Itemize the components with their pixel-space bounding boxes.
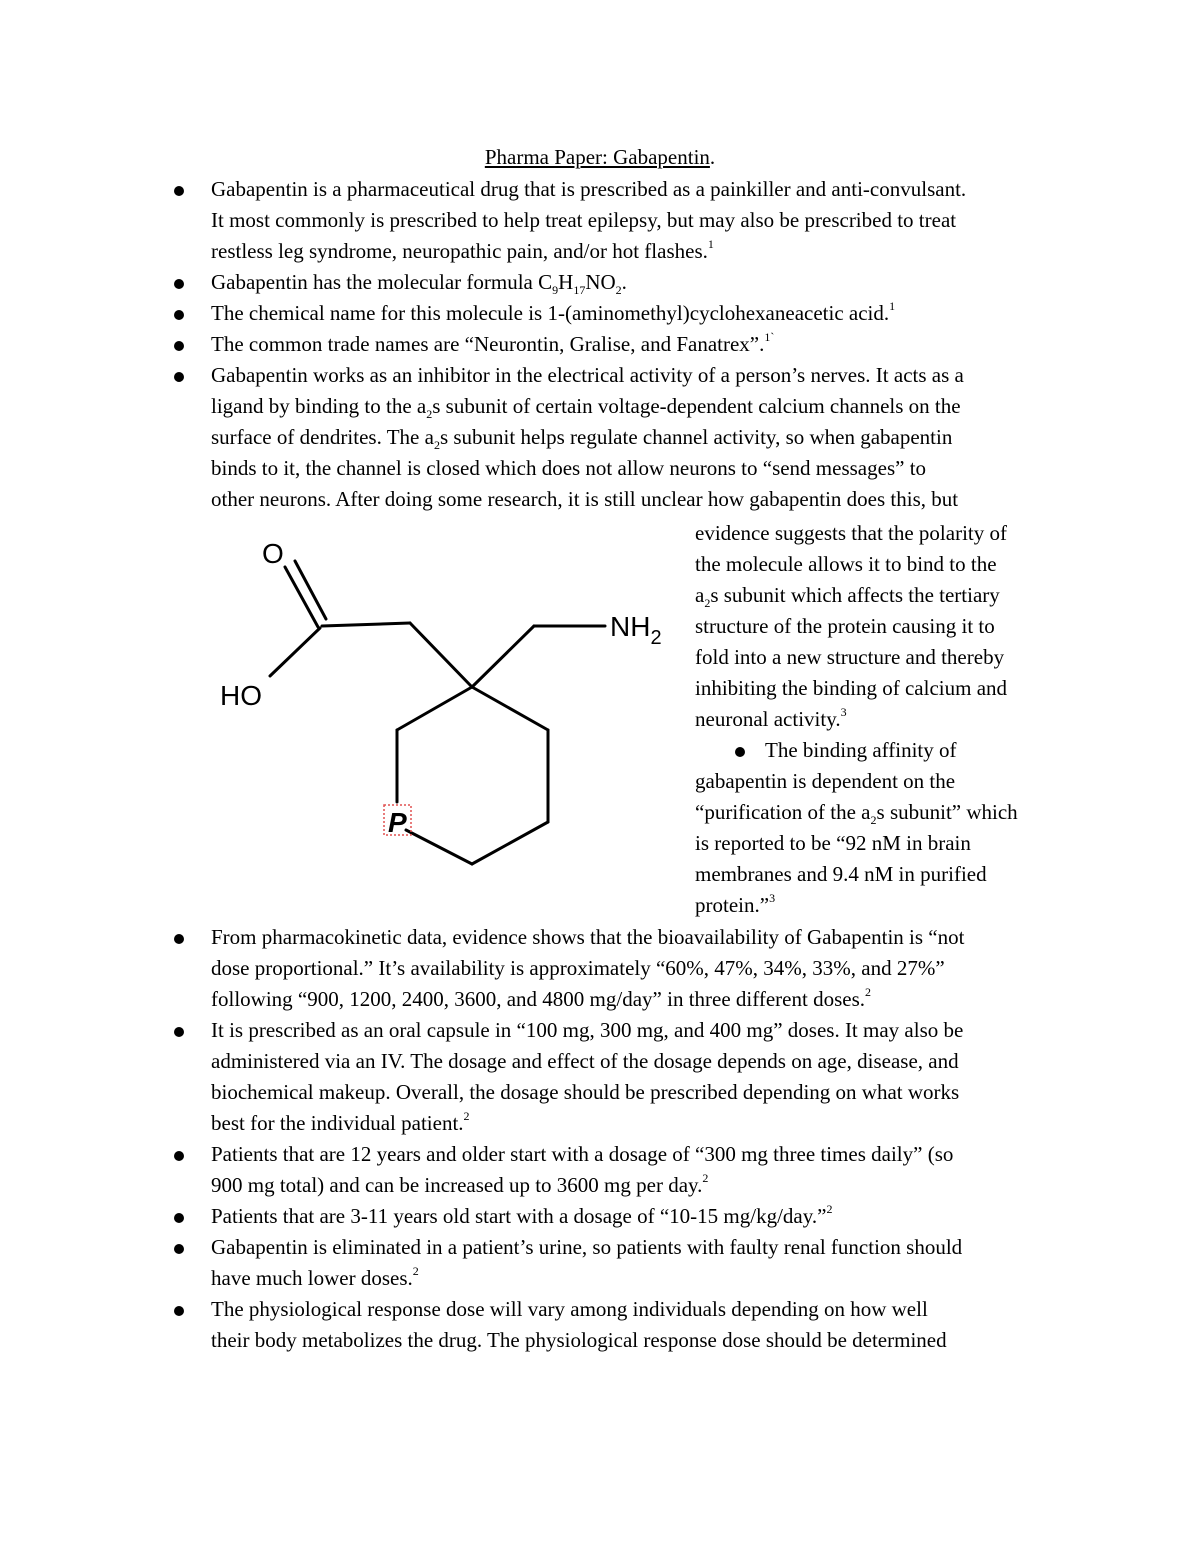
- page-title: Pharma Paper: Gabapentin.: [484, 145, 716, 169]
- bullet-dot: [174, 279, 184, 289]
- sub-bullet-dot: [735, 747, 745, 757]
- document-page: Pharma Paper: Gabapentin. Gabapentin is a pharmaceutical drug that is prescribed as a painkiller and anti-convulsant. It most commonly is prescribed to help treat epilepsy, but may also be prescribed to treat restless leg syndrome, neuropathic pain, and/or hot flashes.$^1$ Gabapentin has the molecular formula $C_9H_{17}NO_2$. The chemical name for this molecule is 1-(aminomethyl)cyclohexaneacetic acid.$^1$ The common trade names are “Neurontin, Gralise, and Fanatrex”.$^{1`}$ Gabapentin works as an inhibitor in the electrical activity of a person’s nerves. It acts as a ligand by binding to the $a_2s$ subunit of certain voltage-dependent calcium channels on the surface of dendrites. The $a_2s$ subunit helps regulate channel activity, so when gabapentin binds to it, the channel is closed which does not allow neurons to “send messages” to other neurons. After doing some research, it is still unclear how gabapentin does this, but evidence suggests that the polarity of the molecule allows it to bind to the $a_2s$ subunit which affects the tertiary structure of the protein causing it to fold into a new structure and thereby inhibiting the binding of calcium and neuronal activity.$^3$ The binding affinity of gabapentin is dependent on the “purification of the $a_2s$ subunit” which is reported to be “92 nM in brain membranes and 9.4 nM in purified protein.”$^3$ O HO $NH_2$ P From pharmacokinetic data, evidence shows that the bioavailability of Gabapentin is “not dose proportional.” It’s availability is approximately “60%, 47%, 34%, 33%, and 27%” following “900, 1200, 2400, 3600, and 4800 mg/day” in three different doses.$^2$ It is prescribed as an oral capsule in “100 mg, 300 mg, and 400 mg” doses. It may also be administered via an IV. The dosage and effect of the dosage depends on age, disease, and biochemical makeup. Overall, the dosage should be prescribed depending on what works best for the individual patient.$^2$ Patients that are 12 years and older start with a dosage of “300 mg three times daily” (so 900 mg total) and can be increased up to 3600 mg per day.$^2$ Patients that are 3-11 years old start with a dosage of “10-15 mg/kg/day.”$^2$ Gabapentin is eliminated in a patient’s urine, so patients with faulty renal function should have much lower doses.$^2$ The physiological response dose will vary among individuals depending on how well their body metabolizes the drug. The physiological response dose should be determined: [0, 0, 1200, 1553]
- structure-bonds: [270, 561, 605, 864]
- bullet-dot: [174, 310, 184, 320]
- mechanism-continued: evidence suggests that the polarity of the molecule allows it to bind to the $a_2s$ subunit which affects the tertiary structure of the protein causing it to fold into a new structure and thereby inhibiting the binding of calcium and neuronal activity.$^3$ The binding affinity of gabapentin is dependent on the “purification of the $a_2s$ subunit” which is reported to be “92 nM in brain membranes and 9.4 nM in purified protein.”$^3$: [695, 518, 1075, 921]
- bullet-dot: [174, 1306, 184, 1316]
- bullet-dot: [174, 1213, 184, 1223]
- bullet-dot: [174, 372, 184, 382]
- bullet-dot: [174, 341, 184, 351]
- amine-label: $NH_2$: [610, 611, 662, 649]
- bullet-dot: [174, 186, 184, 196]
- hydroxyl-label: HO: [220, 680, 262, 711]
- bullet-dot: [174, 934, 184, 944]
- oxygen-label: O: [262, 538, 284, 569]
- bullet-dot: [174, 1151, 184, 1161]
- bullet-dot: [174, 1027, 184, 1037]
- p-marker-label: P: [388, 807, 407, 838]
- bullet-dot: [174, 1244, 184, 1254]
- sub-bullet-binding-affinity: The binding affinity of gabapentin is dependent on the “purification of the $a_2s$ subunit” which is reported to be “92 nM in brain membranes and 9.4 nM in purified protein.”$^3$: [695, 738, 1018, 917]
- gabapentin-structure: [200, 530, 680, 880]
